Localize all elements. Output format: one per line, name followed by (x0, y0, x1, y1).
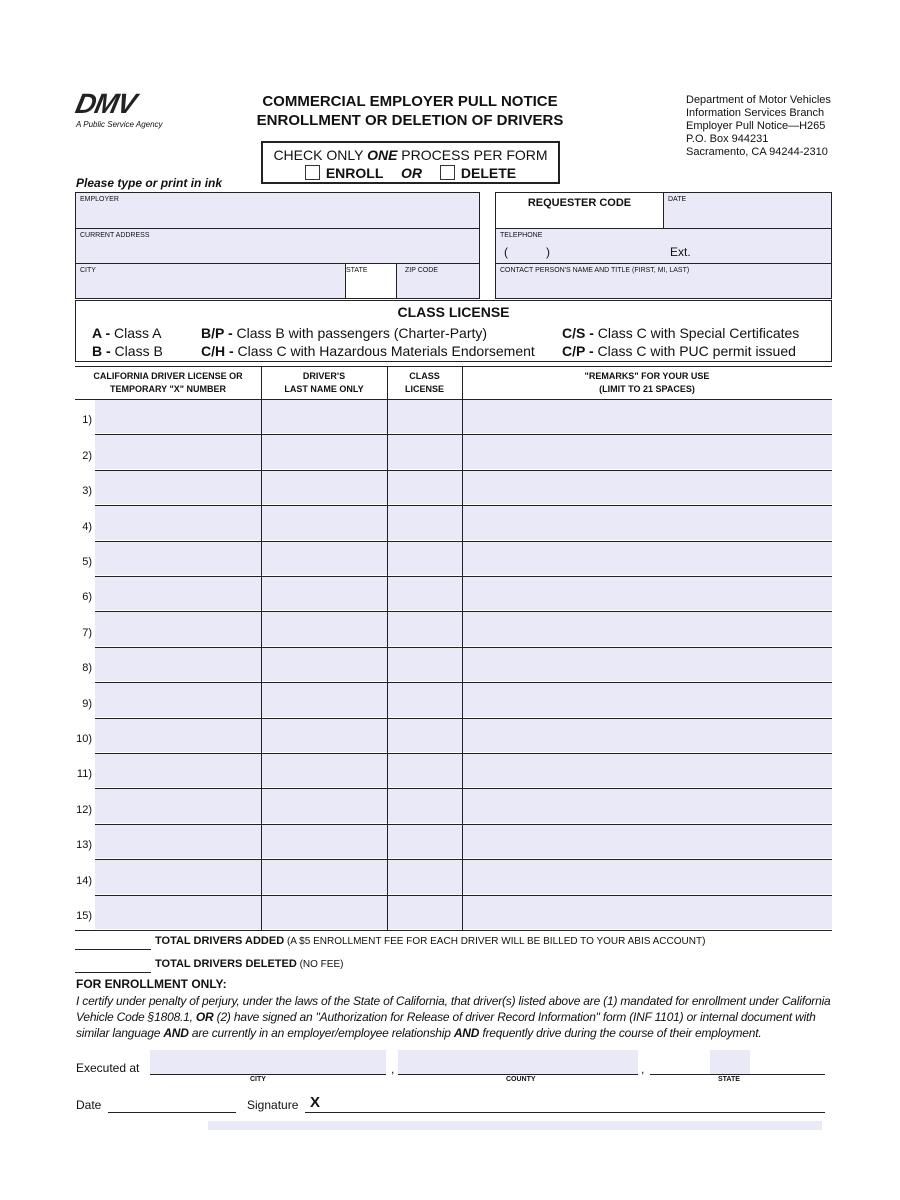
license-number-cell[interactable] (95, 789, 261, 822)
table-row (75, 434, 832, 469)
city-signature-field[interactable] (150, 1050, 386, 1075)
class-cell[interactable] (388, 896, 462, 929)
class-cell[interactable] (388, 612, 462, 645)
table-row (75, 505, 832, 540)
city-signature-label: CITY (250, 1076, 266, 1083)
driver-table (75, 366, 832, 930)
bottom-fill-strip (208, 1121, 822, 1130)
row-number: 13) (76, 839, 92, 852)
telephone-close-paren: ) (546, 245, 550, 259)
last-name-cell[interactable] (262, 754, 387, 787)
employer-label: EMPLOYER (80, 196, 119, 203)
license-number-cell[interactable] (95, 860, 261, 893)
total-added-line (75, 935, 705, 947)
date-signature-field[interactable] (108, 1090, 236, 1113)
last-name-cell[interactable] (262, 612, 387, 645)
signature-x-mark: X (310, 1094, 321, 1111)
remarks-cell[interactable] (463, 825, 832, 858)
address-line3: Employer Pull Notice—H265 (686, 120, 826, 132)
table-row (75, 576, 832, 611)
last-name-cell[interactable] (262, 719, 387, 752)
form-title (230, 92, 590, 130)
table-row (75, 541, 832, 576)
remarks-cell[interactable] (463, 612, 832, 645)
last-name-cell[interactable] (262, 435, 387, 468)
remarks-cell[interactable] (463, 719, 832, 752)
address-line1: Department of Motor Vehicles (686, 94, 831, 106)
agency-tagline: A Public Service Agency (76, 120, 163, 129)
county-signature-field[interactable] (398, 1050, 638, 1075)
row-number: 8) (82, 662, 92, 675)
dmv-address (686, 94, 831, 159)
last-name-cell[interactable] (262, 683, 387, 716)
license-number-cell[interactable] (95, 683, 261, 716)
remarks-cell[interactable] (463, 860, 832, 893)
license-number-cell[interactable] (95, 648, 261, 681)
table-row (75, 753, 832, 788)
class-cs-item: C/S - Class C with Special Certificates (562, 325, 800, 341)
license-number-cell[interactable] (95, 400, 261, 433)
address-line4: P.O. Box 944231 (686, 133, 769, 145)
last-name-cell[interactable] (262, 789, 387, 822)
executed-at-label: Executed at (76, 1061, 140, 1075)
table-row (75, 470, 832, 505)
state-signature-label: STATE (718, 1076, 740, 1083)
remarks-cell[interactable] (463, 471, 832, 504)
state-label: STATE (346, 267, 368, 274)
row-number: 5) (82, 555, 92, 568)
employer-block (75, 192, 480, 299)
total-deleted-blank[interactable] (75, 972, 151, 973)
row-divider (75, 930, 832, 931)
last-name-cell[interactable] (262, 471, 387, 504)
city-field[interactable] (76, 264, 346, 298)
remarks-cell[interactable] (463, 789, 832, 822)
license-number-cell[interactable] (95, 825, 261, 858)
remarks-cell[interactable] (463, 754, 832, 787)
telephone-label: TELEPHONE (500, 232, 543, 239)
last-name-cell[interactable] (262, 400, 387, 433)
license-number-cell[interactable] (95, 754, 261, 787)
zip-field[interactable] (396, 264, 479, 298)
row-number: 12) (76, 803, 92, 816)
class-cell[interactable] (388, 825, 462, 858)
contact-person-label: CONTACT PERSON'S NAME AND TITLE (FIRST, MI, LAST) (500, 267, 690, 274)
date-field[interactable] (664, 193, 831, 229)
requester-code-label: REQUESTER CODE (527, 197, 632, 209)
last-name-cell[interactable] (262, 542, 387, 575)
signature-field[interactable] (305, 1090, 825, 1113)
process-text-before: CHECK ONLY (273, 147, 368, 163)
comma-1: , (391, 1062, 395, 1076)
license-number-cell[interactable] (95, 506, 261, 539)
class-cell[interactable] (388, 648, 462, 681)
date-signature-label: Date (76, 1098, 102, 1112)
delete-checkbox[interactable] (440, 165, 455, 180)
total-added-note: (A $5 ENROLLMENT FEE FOR EACH DRIVER WILL BE BILLED TO YOUR ABIS ACCOUNT) (284, 936, 706, 947)
col-header-name: DRIVER'S LAST NAME ONLY (284, 371, 364, 394)
row-number: 3) (82, 485, 92, 498)
col-header-class: CLASS LICENSE (404, 371, 444, 394)
table-row (75, 611, 832, 646)
address-line5: Sacramento, CA 94244-2310 (686, 146, 828, 158)
enroll-checkbox[interactable] (305, 165, 320, 180)
enrollment-heading: FOR ENROLLMENT ONLY: (76, 977, 227, 991)
last-name-cell[interactable] (262, 860, 387, 893)
total-deleted-line (75, 958, 343, 970)
remarks-cell[interactable] (463, 683, 832, 716)
class-cell[interactable] (388, 542, 462, 575)
class-cp-item: C/P - Class C with PUC permit issued (562, 343, 796, 359)
total-added-label: TOTAL DRIVERS ADDED (155, 935, 285, 947)
class-cell[interactable] (388, 860, 462, 893)
class-ch-item: C/H - Class C with Hazardous Materials Endorsement (201, 343, 535, 359)
class-a-item: A - Class A (92, 325, 162, 341)
last-name-cell[interactable] (262, 648, 387, 681)
address-line2: Information Services Branch (686, 107, 825, 119)
class-cell[interactable] (388, 577, 462, 610)
process-box (261, 141, 560, 184)
license-number-cell[interactable] (95, 471, 261, 504)
table-row (75, 895, 832, 930)
remarks-cell[interactable] (463, 896, 832, 929)
license-number-cell[interactable] (95, 896, 261, 929)
row-number: 6) (82, 591, 92, 604)
telephone-open-paren: ( (504, 245, 508, 259)
current-address-field[interactable] (76, 229, 479, 264)
current-address-label: CURRENT ADDRESS (80, 232, 150, 239)
row-number: 14) (76, 874, 92, 887)
county-signature-label: COUNTY (506, 1076, 536, 1083)
remarks-cell[interactable] (463, 506, 832, 539)
requester-code-field[interactable] (496, 193, 664, 229)
row-number: 15) (76, 909, 92, 922)
class-cell[interactable] (388, 435, 462, 468)
signature-label: Signature (247, 1098, 299, 1112)
remarks-cell[interactable] (463, 435, 832, 468)
license-number-cell[interactable] (95, 612, 261, 645)
last-name-cell[interactable] (262, 506, 387, 539)
row-number: 4) (82, 520, 92, 533)
enroll-label: ENROLL (325, 165, 384, 181)
city-label: CITY (80, 267, 96, 274)
table-row (75, 788, 832, 823)
class-cell[interactable] (388, 400, 462, 433)
class-cell[interactable] (388, 506, 462, 539)
or-label: OR (401, 165, 423, 181)
state-signature-field[interactable] (650, 1050, 825, 1075)
table-row (75, 718, 832, 753)
dmv-logo (72, 88, 163, 129)
remarks-cell[interactable] (463, 648, 832, 681)
employer-field[interactable] (76, 193, 479, 229)
comma-2: , (641, 1062, 645, 1076)
table-row (75, 399, 832, 434)
date-label: DATE (668, 196, 687, 203)
license-number-cell[interactable] (95, 577, 261, 610)
telephone-ext-label: Ext. (670, 245, 691, 259)
class-cell[interactable] (388, 754, 462, 787)
state-field[interactable] (346, 264, 396, 298)
license-number-cell[interactable] (95, 435, 261, 468)
row-number: 7) (82, 626, 92, 639)
last-name-cell[interactable] (262, 825, 387, 858)
class-cell[interactable] (388, 719, 462, 752)
remarks-cell[interactable] (463, 542, 832, 575)
class-license-heading: CLASS LICENSE (397, 304, 510, 320)
process-text-after: PROCESS PER FORM (397, 147, 548, 163)
remarks-cell[interactable] (463, 577, 832, 610)
last-name-cell[interactable] (262, 896, 387, 929)
telephone-field[interactable] (496, 229, 831, 264)
requester-block (495, 192, 832, 299)
contact-person-field[interactable] (496, 264, 831, 298)
class-cell[interactable] (388, 789, 462, 822)
table-row (75, 824, 832, 859)
total-added-blank[interactable] (75, 949, 151, 950)
dmv-logo-text: DMV (72, 88, 139, 119)
row-number: 10) (76, 732, 92, 745)
class-cell[interactable] (388, 683, 462, 716)
process-text-emph: ONE (367, 147, 398, 163)
process-options (263, 165, 558, 181)
table-row (75, 859, 832, 894)
row-number: 9) (82, 697, 92, 710)
instruction-text: Please type or print in ink (76, 176, 223, 190)
total-deleted-note: (NO FEE) (296, 959, 344, 970)
form-title-line2: ENROLLMENT OR DELETION OF DRIVERS (256, 112, 564, 129)
table-row (75, 682, 832, 717)
last-name-cell[interactable] (262, 577, 387, 610)
class-cell[interactable] (388, 471, 462, 504)
zip-label: ZIP CODE (405, 267, 438, 274)
delete-label: DELETE (460, 165, 517, 181)
table-row (75, 647, 832, 682)
remarks-cell[interactable] (463, 400, 832, 433)
certification-text: I certify under penalty of perjury, under the laws of the State of California, that driver(s) listed above are (1) mandated for enrollment under California Vehicle Code §1808.1, OR (2) have signed an "Authorization for Release of driver Record Information" form (INF 1101) or internal document with similar language AND are currently in an employer/employee relationship AND frequently drive during the course of their employment. (76, 994, 831, 1040)
process-instruction (263, 147, 558, 163)
col-header-remarks: "REMARKS" FOR YOUR USE (LIMIT TO 21 SPACES) (584, 371, 710, 394)
row-number: 11) (76, 768, 92, 781)
class-bp-item: B/P - Class B with passengers (Charter-Party) (201, 325, 488, 341)
row-number: 2) (82, 449, 92, 462)
class-b-item: B - Class B (92, 343, 163, 359)
row-number: 1) (82, 414, 92, 427)
license-number-cell[interactable] (95, 542, 261, 575)
col-header-license: CALIFORNIA DRIVER LICENSE OR TEMPORARY "X" NUMBER (93, 371, 243, 394)
total-deleted-label: TOTAL DRIVERS DELETED (155, 958, 297, 970)
license-number-cell[interactable] (95, 719, 261, 752)
class-license-box (75, 300, 832, 362)
form-title-line1: COMMERCIAL EMPLOYER PULL NOTICE (262, 93, 558, 110)
